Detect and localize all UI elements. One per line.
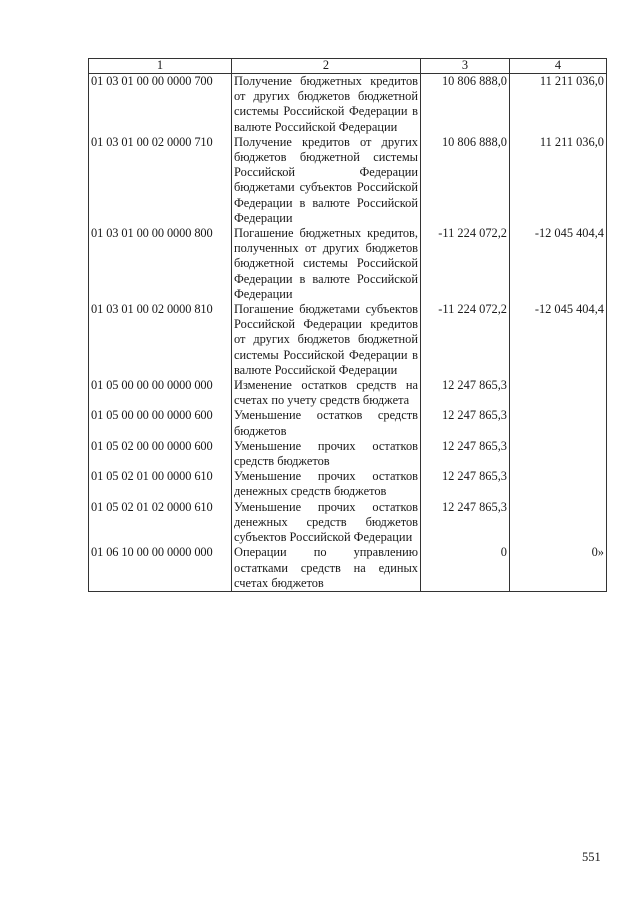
value-col4-cell: 11 211 036,0 (510, 74, 607, 135)
table-row (89, 469, 607, 499)
name-cell: Погашение бюджетами субъектов Российской Федерации кредитов от других бюджетов бюджетной системы Российской Федерации в валюте Российской Федерации (232, 302, 421, 378)
value-col4-cell: 0» (510, 545, 607, 591)
value-col3-cell: -11 224 072,2 (421, 302, 510, 378)
value-col4-cell: 11 211 036,0 (510, 135, 607, 226)
table-row (89, 302, 607, 378)
table-header-row (89, 59, 607, 74)
value-col3-cell: 0 (421, 545, 510, 591)
name-cell: Уменьшение прочих остатков денежных средств бюджетов (232, 469, 421, 499)
value-col4-cell (510, 378, 607, 408)
column-header-1: 1 (89, 59, 232, 74)
name-cell: Изменение остатков средств на счетах по учету средств бюджета (232, 378, 421, 408)
code-cell: 01 03 01 00 02 0000 810 (89, 302, 232, 378)
name-cell: Погашение бюджетных кредитов, полученных от других бюджетов бюджетной системы Российской Федерации в валюте Российской Федерации (232, 226, 421, 302)
name-cell: Получение кредитов от других бюджетов бюджетной системы Российской Федерации бюджетами субъектов Российской Федерации в валюте Российской Федерации (232, 135, 421, 226)
value-col4-cell: -12 045 404,4 (510, 302, 607, 378)
value-col3-cell: 12 247 865,3 (421, 439, 510, 469)
value-col4-cell (510, 500, 607, 546)
column-header-2: 2 (232, 59, 421, 74)
value-col4-cell: -12 045 404,4 (510, 226, 607, 302)
code-cell: 01 06 10 00 00 0000 000 (89, 545, 232, 591)
table-row (89, 408, 607, 438)
table-row (89, 545, 607, 591)
table-row (89, 378, 607, 408)
table-row (89, 74, 607, 135)
value-col4-cell (510, 439, 607, 469)
code-cell: 01 03 01 00 00 0000 700 (89, 74, 232, 135)
value-col4-cell (510, 408, 607, 438)
value-col3-cell: 12 247 865,3 (421, 469, 510, 499)
value-col3-cell: -11 224 072,2 (421, 226, 510, 302)
name-cell: Получение бюджетных кредитов от других бюджетов бюджетной системы Российской Федерации в валюте Российской Федерации (232, 74, 421, 135)
value-col3-cell: 10 806 888,0 (421, 135, 510, 226)
name-cell: Уменьшение прочих остатков средств бюджетов (232, 439, 421, 469)
code-cell: 01 03 01 00 02 0000 710 (89, 135, 232, 226)
value-col3-cell: 10 806 888,0 (421, 74, 510, 135)
code-cell: 01 05 02 01 02 0000 610 (89, 500, 232, 546)
code-cell: 01 05 02 00 00 0000 600 (89, 439, 232, 469)
name-cell: Операции по управлению остатками средств на единых счетах бюджетов (232, 545, 421, 591)
code-cell: 01 05 02 01 00 0000 610 (89, 469, 232, 499)
page-number: 551 (582, 850, 601, 864)
column-header-4: 4 (510, 59, 607, 74)
table-row (89, 439, 607, 469)
value-col3-cell: 12 247 865,3 (421, 500, 510, 546)
name-cell: Уменьшение остатков средств бюджетов (232, 408, 421, 438)
budget-sources-table (88, 58, 607, 592)
value-col4-cell (510, 469, 607, 499)
code-cell: 01 05 00 00 00 0000 600 (89, 408, 232, 438)
table-row (89, 500, 607, 546)
column-header-3: 3 (421, 59, 510, 74)
value-col3-cell: 12 247 865,3 (421, 378, 510, 408)
table-row (89, 135, 607, 226)
value-col3-cell: 12 247 865,3 (421, 408, 510, 438)
table-row (89, 226, 607, 302)
code-cell: 01 03 01 00 00 0000 800 (89, 226, 232, 302)
name-cell: Уменьшение прочих остатков денежных средств бюджетов субъектов Российской Федерации (232, 500, 421, 546)
code-cell: 01 05 00 00 00 0000 000 (89, 378, 232, 408)
